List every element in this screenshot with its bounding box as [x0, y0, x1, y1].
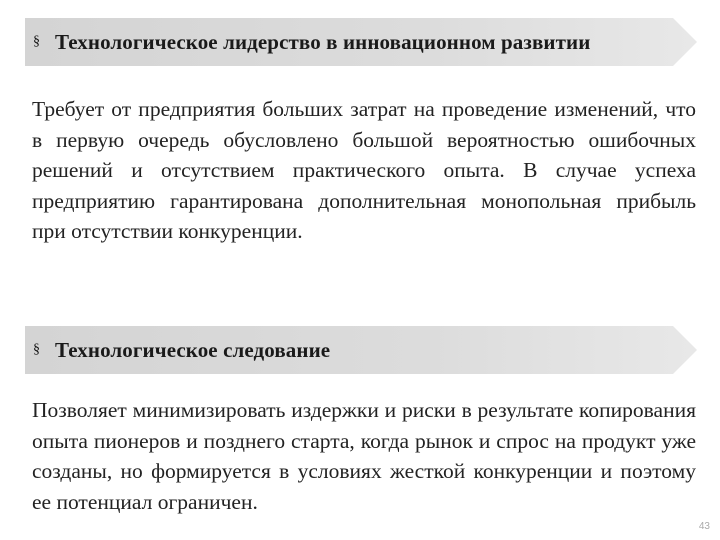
bullet-icon: § — [33, 342, 40, 357]
section-2-banner — [25, 326, 697, 374]
section-1-banner — [25, 18, 697, 66]
section-1-heading: Технологическое лидерство в инновационном развитии — [55, 29, 591, 54]
page-number: 43 — [698, 521, 710, 532]
section-2-paragraph: Позволяет минимизировать издержки и риски в результате копирования опыта пионеров и позднего старта, когда рынок и спрос на продукт уже созданы, но формируется в условиях жесткой конкуренции и поэтому ее потенциал ограничен. — [32, 398, 696, 514]
bullet-icon: § — [33, 34, 40, 49]
section-1-paragraph: Требует от предприятия больших затрат на проведение изменений, что в первую очередь обусловлено большой вероятностью ошибочных решений и отсутствием практического опыта. В случае успеха предприятию гарантирована дополнительная монопольная прибыль при отсутствии конкуренции. — [32, 97, 696, 243]
section-2-heading: Технологическое следование — [55, 337, 331, 362]
